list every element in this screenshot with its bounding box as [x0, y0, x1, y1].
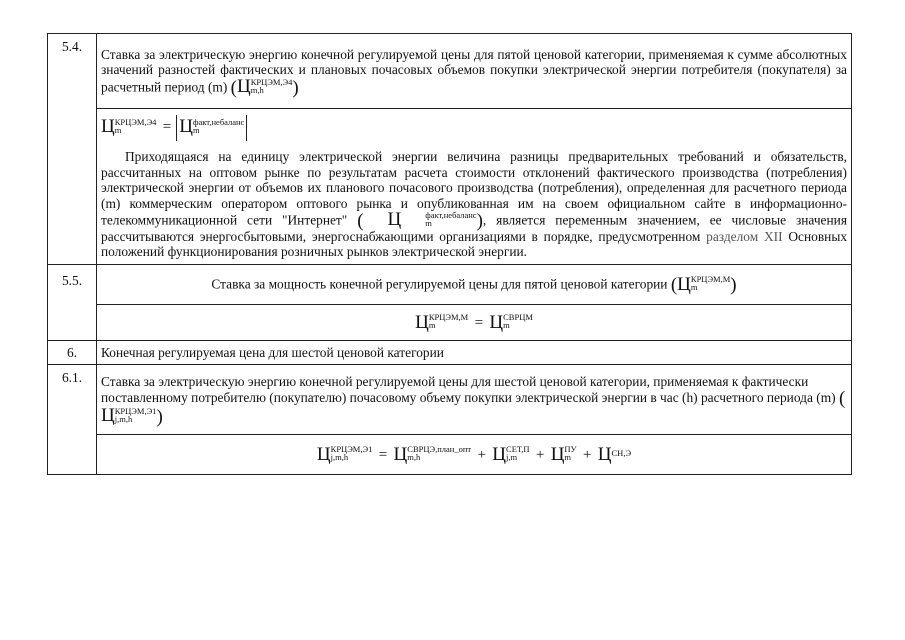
- table-row: [48, 264, 852, 304]
- formula-cell: Ц КРЦЭМ,М m = Ц СВРЦМ m: [97, 304, 852, 340]
- math-symbol: Ц КРЦЭМ,Э1 j,m,h: [101, 404, 157, 426]
- row-text: Ставка за электрическую энергию конечной регулируемой цены для шестой ценовой категории, применяемая к фактически поставленному потребителю (покупателю) почасовому объему покупки электрической энергии в час (h) расчетного периода (m) ( Ц КРЦЭМ,Э1 j,m,h ): [97, 364, 852, 434]
- table-row: [48, 109, 852, 265]
- table-row: [48, 34, 852, 109]
- formula-cell: [97, 109, 852, 265]
- row-text: [97, 34, 852, 109]
- row-text: Ставка за мощность конечной регулируемой цены для пятой ценовой категории ( Ц КРЦЭМ,М m ): [97, 264, 852, 304]
- math-symbol: Ц КРЦЭМ,Э4 m,h: [236, 75, 293, 97]
- paren-open: (: [230, 76, 237, 98]
- math-symbol: Ц КРЦЭМ,М m: [677, 273, 731, 295]
- table-row: [48, 304, 852, 340]
- row-number: 5.4.: [48, 34, 97, 265]
- table-row: [48, 340, 852, 364]
- row-number: 6.1.: [48, 364, 97, 474]
- row-description: Конечная регулируемая цена для шестой ценовой категории: [97, 340, 852, 364]
- row-number: 5.5.: [48, 264, 97, 340]
- row-number: 6.: [48, 340, 97, 364]
- row-description: Ставка за электрическую энергию конечной регулируемой цены для пятой ценовой категории, применяемая к сумме абсолютных значений разностей фактических и плановых почасовых объемов покупки электрической энергии потребителя (покупателя) за расчетный период (m): [101, 46, 847, 94]
- tariff-table: [47, 33, 852, 475]
- description-paragraph: Приходящаяся на единицу электрической энергии величина разницы предварительных требований и обязательств, рассчитанных на оптовом рынке по результатам расчета стоимости отклонений фактического производства (потребления) электрической энергии от объемов их планового почасового производства (потребления), определенная для расчетного периода (m) коммерческим оператором оптового рынка и опубликованная им на своем официальном сайте в информационно-телекоммуникационной сети "Интернет" ( Ц факт,небаланс m ), является переменным значением, ее числовые значения рассчитываются энергосбытовыми, энергоснабжающими организациями в порядке, предусмотренном разделом XII Основных положений функционирования розничных рынков электрической энергии.: [101, 149, 848, 260]
- section-link[interactable]: разделом XII: [706, 228, 783, 244]
- formula-cell: Ц КРЦЭМ,Э1 j,m,h = Ц СВРЦЭ,план_опт m,h + Ц СЕТ,П j,m + Ц ПУ m + Ц СН,Э: [97, 434, 852, 474]
- row-description: Ставка за мощность конечной регулируемой цены для пятой ценовой категории: [211, 276, 668, 292]
- formula: Ц КРЦЭМ,Э4 m = Ц факт,небаланс m: [101, 115, 847, 141]
- paren-close: ): [292, 76, 299, 98]
- table-row: [48, 434, 852, 474]
- row-description: Ставка за электрическую энергию конечной регулируемой цены для шестой ценовой категории, применяемая к фактически поставленному потребителю (покупателю) почасовому объему покупки электрической энергии в час (h) расчетного периода (m): [101, 374, 836, 405]
- table-row: [48, 364, 852, 434]
